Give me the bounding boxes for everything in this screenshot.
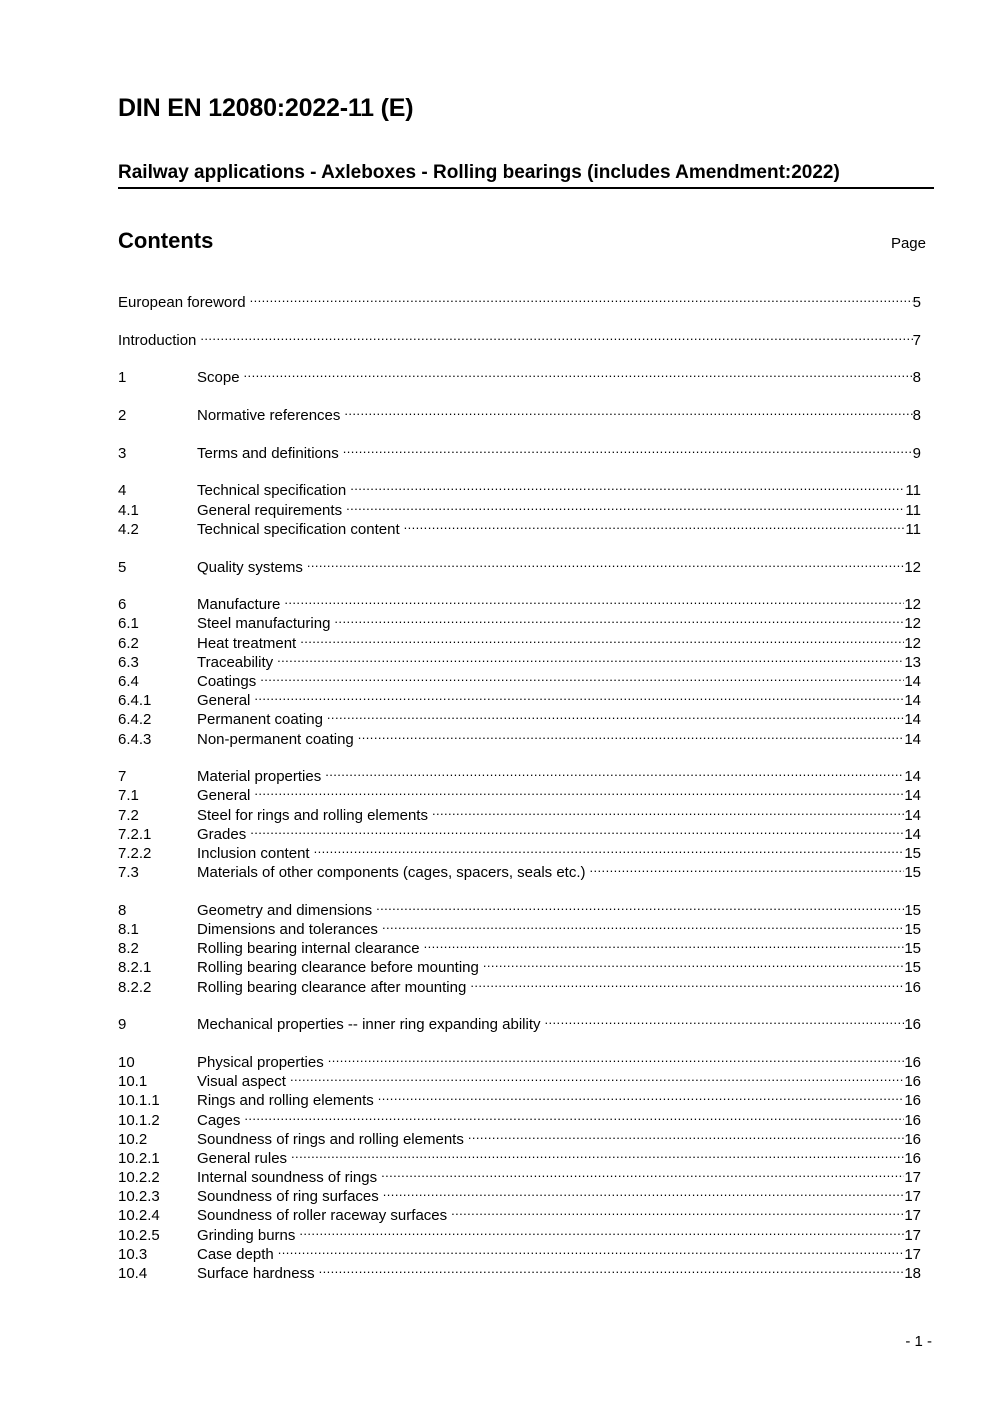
toc-entry[interactable] bbox=[118, 1071, 921, 1090]
toc-entry-title: General requirements bbox=[197, 501, 343, 519]
toc-entry-title: Materials of other components (cages, spacers, seals etc.) bbox=[197, 864, 586, 882]
toc-entry-page: 16 bbox=[904, 1092, 921, 1110]
toc-entry-page: 17 bbox=[904, 1169, 921, 1187]
toc-entry-number: 7.3 bbox=[118, 864, 139, 882]
toc-entry-page: 11 bbox=[905, 501, 921, 519]
toc-entry-page: 15 bbox=[904, 864, 921, 882]
toc-entry[interactable] bbox=[118, 1129, 921, 1148]
toc-entry[interactable] bbox=[118, 709, 921, 728]
toc-entry-title: Geometry and dimensions bbox=[197, 901, 373, 919]
toc-entry-title: Steel manufacturing bbox=[197, 615, 331, 633]
toc-entry-title: Rolling bearing internal clearance bbox=[197, 940, 420, 958]
toc-dot-leader bbox=[278, 1244, 905, 1259]
toc-dot-leader bbox=[468, 1129, 904, 1144]
toc-entry[interactable] bbox=[118, 367, 921, 386]
toc-dot-leader bbox=[451, 1205, 904, 1220]
toc-entry-number: 10.2 bbox=[118, 1130, 148, 1148]
toc-dot-leader bbox=[346, 500, 905, 515]
toc-entry-number: 6.4 bbox=[118, 672, 139, 690]
toc-entry-page: 14 bbox=[904, 806, 921, 824]
toc-entry-number: 2 bbox=[118, 407, 127, 425]
page-column-label: Page bbox=[890, 235, 926, 252]
toc-entry-number: 10.1.1 bbox=[118, 1092, 160, 1110]
toc-dot-leader bbox=[344, 405, 912, 420]
toc-entry[interactable] bbox=[118, 613, 921, 632]
toc-group bbox=[118, 330, 921, 349]
toc-entry-title: Permanent coating bbox=[197, 711, 323, 729]
toc-entry-title: Inclusion content bbox=[197, 844, 310, 862]
toc-entry-title: Heat treatment bbox=[197, 634, 297, 652]
toc-entry-page: 12 bbox=[904, 596, 921, 614]
toc-dot-leader bbox=[545, 1014, 905, 1029]
toc-entry-page: 11 bbox=[905, 482, 921, 500]
toc-dot-leader bbox=[319, 1263, 905, 1278]
toc-dot-leader bbox=[291, 1148, 904, 1163]
toc-entry-title: Internal soundness of rings bbox=[197, 1169, 378, 1187]
toc-entry-title: Rolling bearing clearance before mounting bbox=[197, 959, 479, 977]
toc-entry[interactable] bbox=[118, 1014, 921, 1033]
toc-entry-number: 7.1 bbox=[118, 787, 139, 805]
toc-dot-leader bbox=[299, 1225, 904, 1240]
toc-entry-title: Soundness of rings and rolling elements bbox=[197, 1130, 464, 1148]
toc-entry-number: 10.2.5 bbox=[118, 1226, 160, 1244]
toc-entry-number: 6.4.3 bbox=[118, 730, 152, 748]
toc-entry-page: 18 bbox=[904, 1265, 921, 1282]
toc-entry-page: 14 bbox=[904, 692, 921, 710]
toc-entry[interactable] bbox=[118, 957, 921, 976]
toc-entry[interactable] bbox=[118, 824, 921, 843]
toc-entry[interactable] bbox=[118, 766, 921, 785]
toc-entry-page: 17 bbox=[904, 1207, 921, 1225]
toc-entry-number: 9 bbox=[118, 1016, 127, 1034]
toc-entry-title: Traceability bbox=[197, 653, 274, 671]
toc-group bbox=[118, 1052, 921, 1282]
toc-dot-leader bbox=[314, 843, 905, 858]
toc-entry[interactable] bbox=[118, 805, 921, 824]
toc-dot-leader bbox=[343, 443, 913, 458]
toc-entry-number: 8.2.1 bbox=[118, 959, 152, 977]
toc-entry-title: Rolling bearing clearance after mounting bbox=[197, 978, 467, 996]
toc-group bbox=[118, 594, 921, 748]
toc-entry-number: 7.2.1 bbox=[118, 825, 152, 843]
toc-entry-page: 16 bbox=[904, 1053, 921, 1071]
toc-entry-title: General rules bbox=[197, 1149, 288, 1167]
toc-entry-number: 6.4.1 bbox=[118, 692, 152, 710]
toc-entry-page: 16 bbox=[904, 1016, 921, 1034]
toc-entry-page: 12 bbox=[904, 634, 921, 652]
toc-entry-title: European foreword bbox=[118, 294, 246, 311]
toc-entry-number: 10.2.2 bbox=[118, 1169, 160, 1187]
toc-entry[interactable] bbox=[118, 519, 921, 538]
toc-entry-number: 6.2 bbox=[118, 634, 139, 652]
toc-entry-title: Soundness of ring surfaces bbox=[197, 1188, 379, 1206]
toc-entry-title: Steel for rings and rolling elements bbox=[197, 806, 428, 824]
contents-heading: Contents bbox=[118, 228, 214, 253]
toc-entry-title: Scope bbox=[197, 369, 240, 387]
toc-entry[interactable] bbox=[118, 729, 921, 748]
toc-entry[interactable] bbox=[118, 594, 921, 613]
toc-entry-page: 15 bbox=[904, 921, 921, 938]
toc-entry[interactable] bbox=[118, 938, 921, 957]
toc-entry-title: Quality systems bbox=[197, 558, 303, 576]
toc-dot-leader bbox=[383, 1186, 905, 1201]
toc-entry-page: 15 bbox=[904, 940, 921, 958]
toc-entry-number: 5 bbox=[118, 558, 127, 576]
toc-entry[interactable] bbox=[118, 862, 921, 881]
toc-entry-number: 6.3 bbox=[118, 653, 139, 671]
toc-dot-leader bbox=[254, 690, 904, 705]
toc-dot-leader bbox=[483, 957, 904, 972]
toc-entry[interactable] bbox=[118, 919, 921, 938]
toc-entry[interactable] bbox=[118, 1244, 921, 1263]
toc-dot-leader bbox=[328, 1052, 905, 1067]
toc-entry[interactable] bbox=[118, 330, 921, 349]
toc-entry[interactable] bbox=[118, 1263, 921, 1282]
toc-group bbox=[118, 405, 921, 424]
toc-entry-page: 11 bbox=[905, 520, 921, 538]
toc-entry-page: 16 bbox=[904, 1111, 921, 1129]
toc-entry-page: 12 bbox=[904, 615, 921, 633]
toc-entry-page: 5 bbox=[912, 294, 921, 311]
toc-entry-page: 17 bbox=[904, 1245, 921, 1263]
toc-entry-page: 12 bbox=[904, 558, 921, 576]
toc-entry[interactable] bbox=[118, 1110, 921, 1129]
toc-entry-number: 6.1 bbox=[118, 615, 139, 633]
toc-entry-number: 7 bbox=[118, 768, 127, 786]
toc-entry-page: 8 bbox=[912, 369, 921, 387]
toc-dot-leader bbox=[350, 480, 905, 495]
toc-dot-leader bbox=[382, 919, 904, 934]
toc-entry-title: Terms and definitions bbox=[197, 444, 339, 462]
document-id: DIN EN 12080:2022-11 (E) bbox=[118, 94, 414, 122]
toc-dot-leader bbox=[300, 633, 904, 648]
toc-entry[interactable] bbox=[118, 900, 921, 919]
toc-entry-title: Physical properties bbox=[197, 1053, 324, 1071]
toc-dot-leader bbox=[334, 613, 904, 628]
toc-entry-number: 10.2.1 bbox=[118, 1149, 160, 1167]
toc-dot-leader bbox=[244, 367, 913, 382]
toc-dot-leader bbox=[327, 709, 904, 724]
toc-dot-leader bbox=[284, 594, 904, 609]
toc-group bbox=[118, 480, 921, 538]
toc-dot-leader bbox=[250, 292, 913, 307]
toc-entry-number: 10.4 bbox=[118, 1265, 148, 1282]
toc-group bbox=[118, 900, 921, 996]
toc-entry[interactable] bbox=[118, 405, 921, 424]
toc-entry-number: 8 bbox=[118, 901, 127, 919]
toc-entry[interactable] bbox=[118, 480, 921, 499]
toc-entry-title: Surface hardness bbox=[197, 1265, 315, 1282]
toc-entry-number: 10.2.3 bbox=[118, 1188, 160, 1206]
toc-entry-title: Normative references bbox=[197, 407, 341, 425]
toc-dot-leader bbox=[358, 729, 905, 744]
toc-entry-title: Dimensions and tolerances bbox=[197, 921, 378, 938]
toc-entry-number: 6 bbox=[118, 596, 127, 614]
toc-entry-page: 14 bbox=[904, 711, 921, 729]
toc-entry-page: 7 bbox=[912, 331, 921, 349]
toc-dot-leader bbox=[424, 938, 905, 953]
toc-entry-page: 16 bbox=[904, 1130, 921, 1148]
toc-entry[interactable] bbox=[118, 1090, 921, 1109]
toc-dot-leader bbox=[200, 330, 912, 345]
toc-entry-page: 16 bbox=[904, 1073, 921, 1091]
toc-entry-number: 4.2 bbox=[118, 520, 139, 538]
toc-group bbox=[118, 766, 921, 881]
toc-entry-number: 10.1.2 bbox=[118, 1111, 160, 1129]
toc-dot-leader bbox=[470, 977, 904, 992]
toc-group bbox=[118, 367, 921, 386]
toc-dot-leader bbox=[325, 766, 904, 781]
document-subtitle: Railway applications - Axleboxes - Rolling bearings (includes Amendment:2022) bbox=[118, 162, 934, 189]
toc-entry-title: Cages bbox=[197, 1111, 241, 1129]
toc-entry[interactable] bbox=[118, 633, 921, 652]
toc-dot-leader bbox=[590, 862, 905, 877]
toc-entry-title: Technical specification bbox=[197, 482, 347, 500]
toc-entry-title: Technical specification content bbox=[197, 520, 400, 538]
toc-entry-title: Introduction bbox=[118, 331, 197, 349]
toc-dot-leader bbox=[290, 1071, 904, 1086]
toc-entry-title: Non-permanent coating bbox=[197, 730, 354, 748]
toc-entry-number: 4 bbox=[118, 482, 127, 500]
toc-entry-page: 16 bbox=[904, 1149, 921, 1167]
toc-entry[interactable] bbox=[118, 671, 921, 690]
toc-entry-number: 7.2.2 bbox=[118, 844, 152, 862]
toc-entry-page: 17 bbox=[904, 1188, 921, 1206]
toc-dot-leader bbox=[250, 824, 904, 839]
toc-entry-title: Mechanical properties -- inner ring expanding ability bbox=[197, 1016, 541, 1034]
toc-entry-number: 8.2 bbox=[118, 940, 139, 958]
toc-entry-page: 15 bbox=[904, 959, 921, 977]
toc-entry-page: 16 bbox=[904, 978, 921, 996]
toc-dot-leader bbox=[376, 900, 904, 915]
toc-entry-number: 7.2 bbox=[118, 806, 139, 824]
toc-entry-number: 10.1 bbox=[118, 1073, 148, 1091]
toc-entry-title: Material properties bbox=[197, 768, 322, 786]
toc-entry-page: 14 bbox=[904, 768, 921, 786]
toc-dot-leader bbox=[244, 1110, 904, 1125]
toc-entry-title: Grades bbox=[197, 825, 247, 843]
toc-dot-leader bbox=[254, 785, 904, 800]
toc-entry-page: 14 bbox=[904, 787, 921, 805]
toc-entry[interactable] bbox=[118, 1148, 921, 1167]
toc-entry[interactable] bbox=[118, 1205, 921, 1224]
toc-entry[interactable] bbox=[118, 843, 921, 862]
toc-entry[interactable] bbox=[118, 785, 921, 804]
toc-entry-page: 8 bbox=[912, 407, 921, 425]
toc-entry-page: 15 bbox=[904, 901, 921, 919]
toc-entry-number: 8.2.2 bbox=[118, 978, 152, 996]
toc-entry-page: 15 bbox=[904, 844, 921, 862]
toc-entry-title: Visual aspect bbox=[197, 1073, 286, 1091]
toc-entry[interactable] bbox=[118, 977, 921, 996]
toc-entry[interactable] bbox=[118, 690, 921, 709]
toc-entry-number: 1 bbox=[118, 369, 127, 387]
toc-entry-page: 14 bbox=[904, 730, 921, 748]
toc-entry-number: 3 bbox=[118, 444, 127, 462]
toc-entry[interactable] bbox=[118, 1225, 921, 1244]
table-of-contents bbox=[118, 292, 921, 1301]
toc-entry-page: 14 bbox=[904, 672, 921, 690]
toc-entry-number: 10.2.4 bbox=[118, 1207, 160, 1225]
toc-dot-leader bbox=[381, 1167, 904, 1182]
toc-entry-page: 9 bbox=[912, 444, 921, 462]
toc-entry-page: 14 bbox=[904, 825, 921, 843]
toc-dot-leader bbox=[277, 652, 904, 667]
toc-entry-number: 10.3 bbox=[118, 1245, 148, 1263]
toc-entry[interactable] bbox=[118, 292, 921, 311]
toc-dot-leader bbox=[260, 671, 904, 686]
toc-entry-title: Coatings bbox=[197, 672, 257, 690]
toc-entry-page: 17 bbox=[904, 1226, 921, 1244]
toc-entry[interactable] bbox=[118, 1186, 921, 1205]
toc-entry-title: General bbox=[197, 692, 251, 710]
toc-group bbox=[118, 292, 921, 311]
toc-entry-title: Case depth bbox=[197, 1245, 274, 1263]
toc-entry-title: Rings and rolling elements bbox=[197, 1092, 374, 1110]
toc-entry-number: 4.1 bbox=[118, 501, 139, 519]
toc-entry-page: 13 bbox=[904, 653, 921, 671]
toc-entry[interactable] bbox=[118, 557, 921, 576]
toc-entry-number: 10 bbox=[118, 1053, 135, 1071]
toc-entry-number: 6.4.2 bbox=[118, 711, 152, 729]
toc-dot-leader bbox=[404, 519, 906, 534]
toc-entry-number: 8.1 bbox=[118, 921, 139, 938]
page-number: - 1 - bbox=[905, 1333, 932, 1350]
toc-dot-leader bbox=[432, 805, 904, 820]
toc-entry[interactable] bbox=[118, 1167, 921, 1186]
toc-entry-title: Soundness of roller raceway surfaces bbox=[197, 1207, 448, 1225]
toc-group bbox=[118, 1014, 921, 1033]
toc-entry[interactable] bbox=[118, 652, 921, 671]
toc-dot-leader bbox=[378, 1090, 905, 1105]
toc-entry-title: Grinding burns bbox=[197, 1226, 296, 1244]
toc-entry-title: General bbox=[197, 787, 251, 805]
toc-entry[interactable] bbox=[118, 443, 921, 462]
toc-entry[interactable] bbox=[118, 500, 921, 519]
toc-dot-leader bbox=[307, 557, 904, 572]
toc-group bbox=[118, 557, 921, 576]
toc-group bbox=[118, 443, 921, 462]
toc-entry[interactable] bbox=[118, 1052, 921, 1071]
toc-entry-title: Manufacture bbox=[197, 596, 281, 614]
